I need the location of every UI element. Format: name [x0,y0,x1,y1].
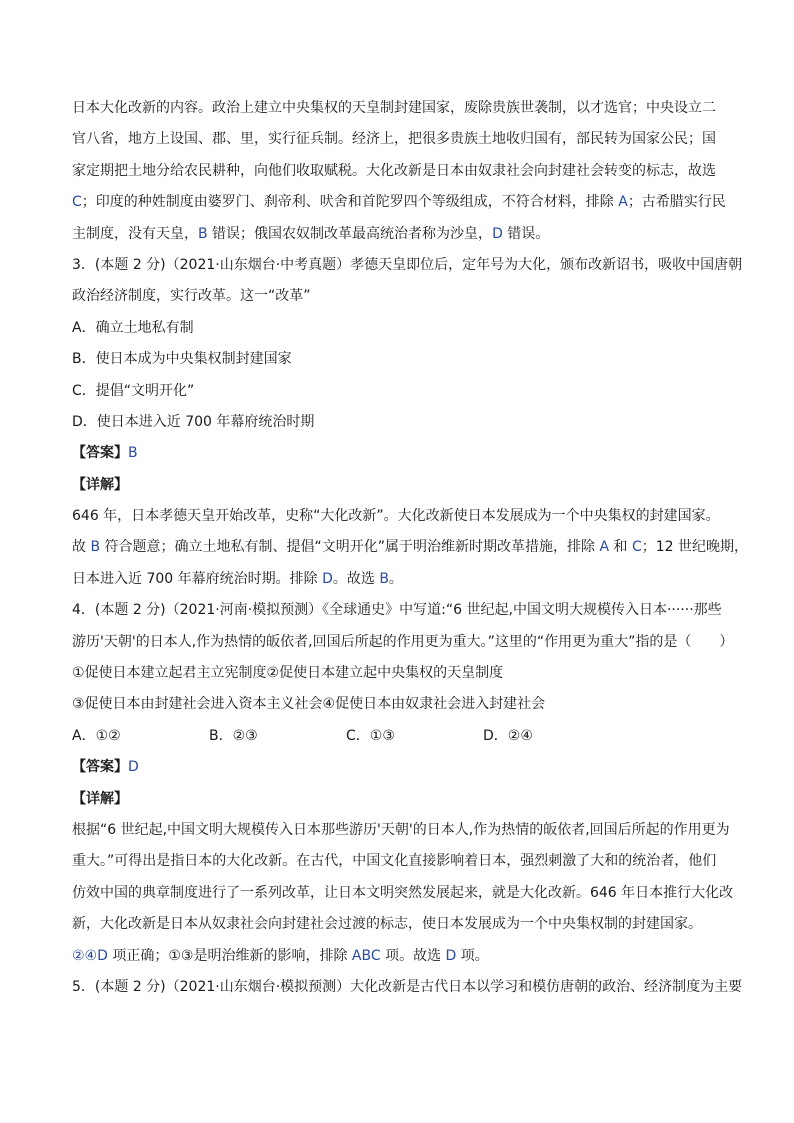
option-letter: A [599,539,610,556]
text: 家定期把土地分给农民耕种，向他们收取赋税。大化改新是日本由奴隶社会向封建社会转变的标志，故选 [72,162,716,179]
answer-tag: 【答案】 [72,759,128,776]
q4-explanation-line [72,815,730,846]
detail-tag: 【详解】 [72,790,128,807]
q2-explanation-line [72,156,724,187]
text: B．使日本成为中央集权制封建国家 [72,351,292,368]
q3-option-a [72,313,724,344]
text: 项正确；①③是明治维新的影响，排除 [107,947,352,964]
q2-explanation-line [72,124,724,155]
option-letter: C [631,539,642,556]
q4-explanation-line [72,941,724,972]
option-letter: A [618,194,628,211]
q4-items [72,658,724,689]
q4-explanation-line [72,846,724,877]
text: C．提倡“文明开化” [72,382,195,399]
text: ①促使日本建立起君主立宪制度②促使日本建立起中央集权的天皇制度 [72,665,504,682]
q2-explanation-line [72,219,724,250]
text: 故 [72,539,91,556]
text: 错误；俄国农奴制改革最高统治者称为沙皇， [207,225,493,242]
text: 政治经济制度，实行改革。这一“改革” [72,288,311,305]
text: 错误。 [502,225,550,242]
text: 日本进入近 700 年幕府统治时期。排除 [72,570,323,587]
text: 新，大化改新是日本从奴隶社会向封建社会过渡的标志，使日本发展成为一个中央集权制的封建国家。 [72,916,702,933]
q5-stem [72,972,743,1003]
text: 游历'天朝'的日本人,作为热情的皈依者,回国后所起的作用更为重大。”这里的“作用更为重大”指的是（ ） [72,633,734,650]
q4-option-d: D．②④ [483,727,533,744]
text: 符合题意；确立土地私有制、提倡“文明开化”属于明治维新时期改革措施，排除 [100,539,600,556]
q4-answer [72,752,724,783]
q3-stem [72,281,724,312]
q3-explanation-line [72,532,748,563]
text: 项。故选 [380,947,446,964]
q4-option-b: B．②③ [209,727,258,744]
text: ；古希腊实行民 [627,194,726,211]
text: ；印度的种姓制度由婆罗门、刹帝利、吠舍和首陀罗四个等级组成，不符合材料，排除 [81,194,619,211]
text: 日本大化改新的内容。政治上建立中央集权的天皇制封建国家，废除贵族世袭制，以才选官；中央设立二 [72,100,716,116]
answer-value: D [128,759,139,776]
detail-tag: 【详解】 [72,476,128,493]
option-letter: B [379,570,389,587]
q4-detail-heading [72,784,724,815]
q3-option-d [72,407,724,438]
text: 项。 [456,947,489,964]
q4-option-a: A．①② [72,727,121,744]
q4-stem [72,627,734,658]
option-letter: B [90,539,101,556]
q4-options [72,721,724,752]
text: 根据“6 世纪起,中国文明大规模传入日本那些游历'天朝'的日本人,作为热情的皈依者,回国后所起的作用更为 [72,821,730,838]
q3-answer [72,438,724,469]
q4-explanation-line [72,878,734,909]
text: 。 [388,570,403,587]
q3-stem [72,250,743,281]
option-letter: D [322,570,333,587]
q4-items [72,689,724,720]
q3-option-c [72,376,724,407]
text: 官八省，地方上设国、郡、里，实行征兵制。经济上，把很多贵族土地收归国有，部民转为国家公民；国 [72,131,716,148]
text: 4．(本题 2 分)（2021·河南·模拟预测）《全球通史》中写道:“6 世纪起,中国文明大规模传入日本······那些 [72,602,722,619]
q2-explanation-line [72,93,724,124]
option-letter: ②④D [72,947,108,964]
text: 仿效中国的典章制度进行了一系列改革，让日本文明突然发展起来，就是大化改新。646 年日本推行大化改 [72,884,734,901]
text: 主制度，没有天皇， [72,225,198,242]
q3-option-b [72,344,724,375]
q2-explanation-line [72,187,724,218]
document-page [72,93,748,1003]
option-letter: D [445,947,457,964]
text: D．使日本进入近 700 年幕府统治时期 [72,413,315,430]
text: 3．(本题 2 分)（2021·山东烟台·中考真题）孝德天皇即位后，定年号为大化，颁布改新诏书，吸收中国唐朝 [72,256,743,273]
text: 和 [609,539,632,556]
option-letter: B [198,225,208,242]
q3-explanation-line [72,501,724,532]
text: 重大。”可得出是指日本的大化改新。在古代，中国文化直接影响着日本，强烈刺激了大和的统治者，他们 [72,853,717,870]
option-letter: C [72,194,82,211]
text: 。故选 [332,570,380,587]
text: 646 年，日本孝德天皇开始改革，史称“大化改新”。大化改新使日本发展成为一个中央集权的封建国家。 [72,508,720,525]
text: ；12 世纪晚期， [641,539,748,556]
text: ③促使日本由封建社会进入资本主义社会④促使日本由奴隶社会进入封建社会 [72,696,546,713]
q4-stem [72,595,724,626]
q3-detail-heading [72,470,724,501]
answer-value: B [128,445,138,462]
q4-option-c: C．①③ [346,727,395,744]
q3-explanation-line [72,564,724,595]
option-letter: D [492,225,503,242]
q4-explanation-line [72,909,724,940]
answer-tag: 【答案】 [72,445,128,462]
text: A．确立土地私有制 [72,319,194,336]
text: 5．(本题 2 分)（2021·山东烟台·模拟预测）大化改新是古代日本以学习和模仿唐朝的政治、经济制度为主要 [72,978,743,995]
option-letter: ABC [351,947,381,964]
